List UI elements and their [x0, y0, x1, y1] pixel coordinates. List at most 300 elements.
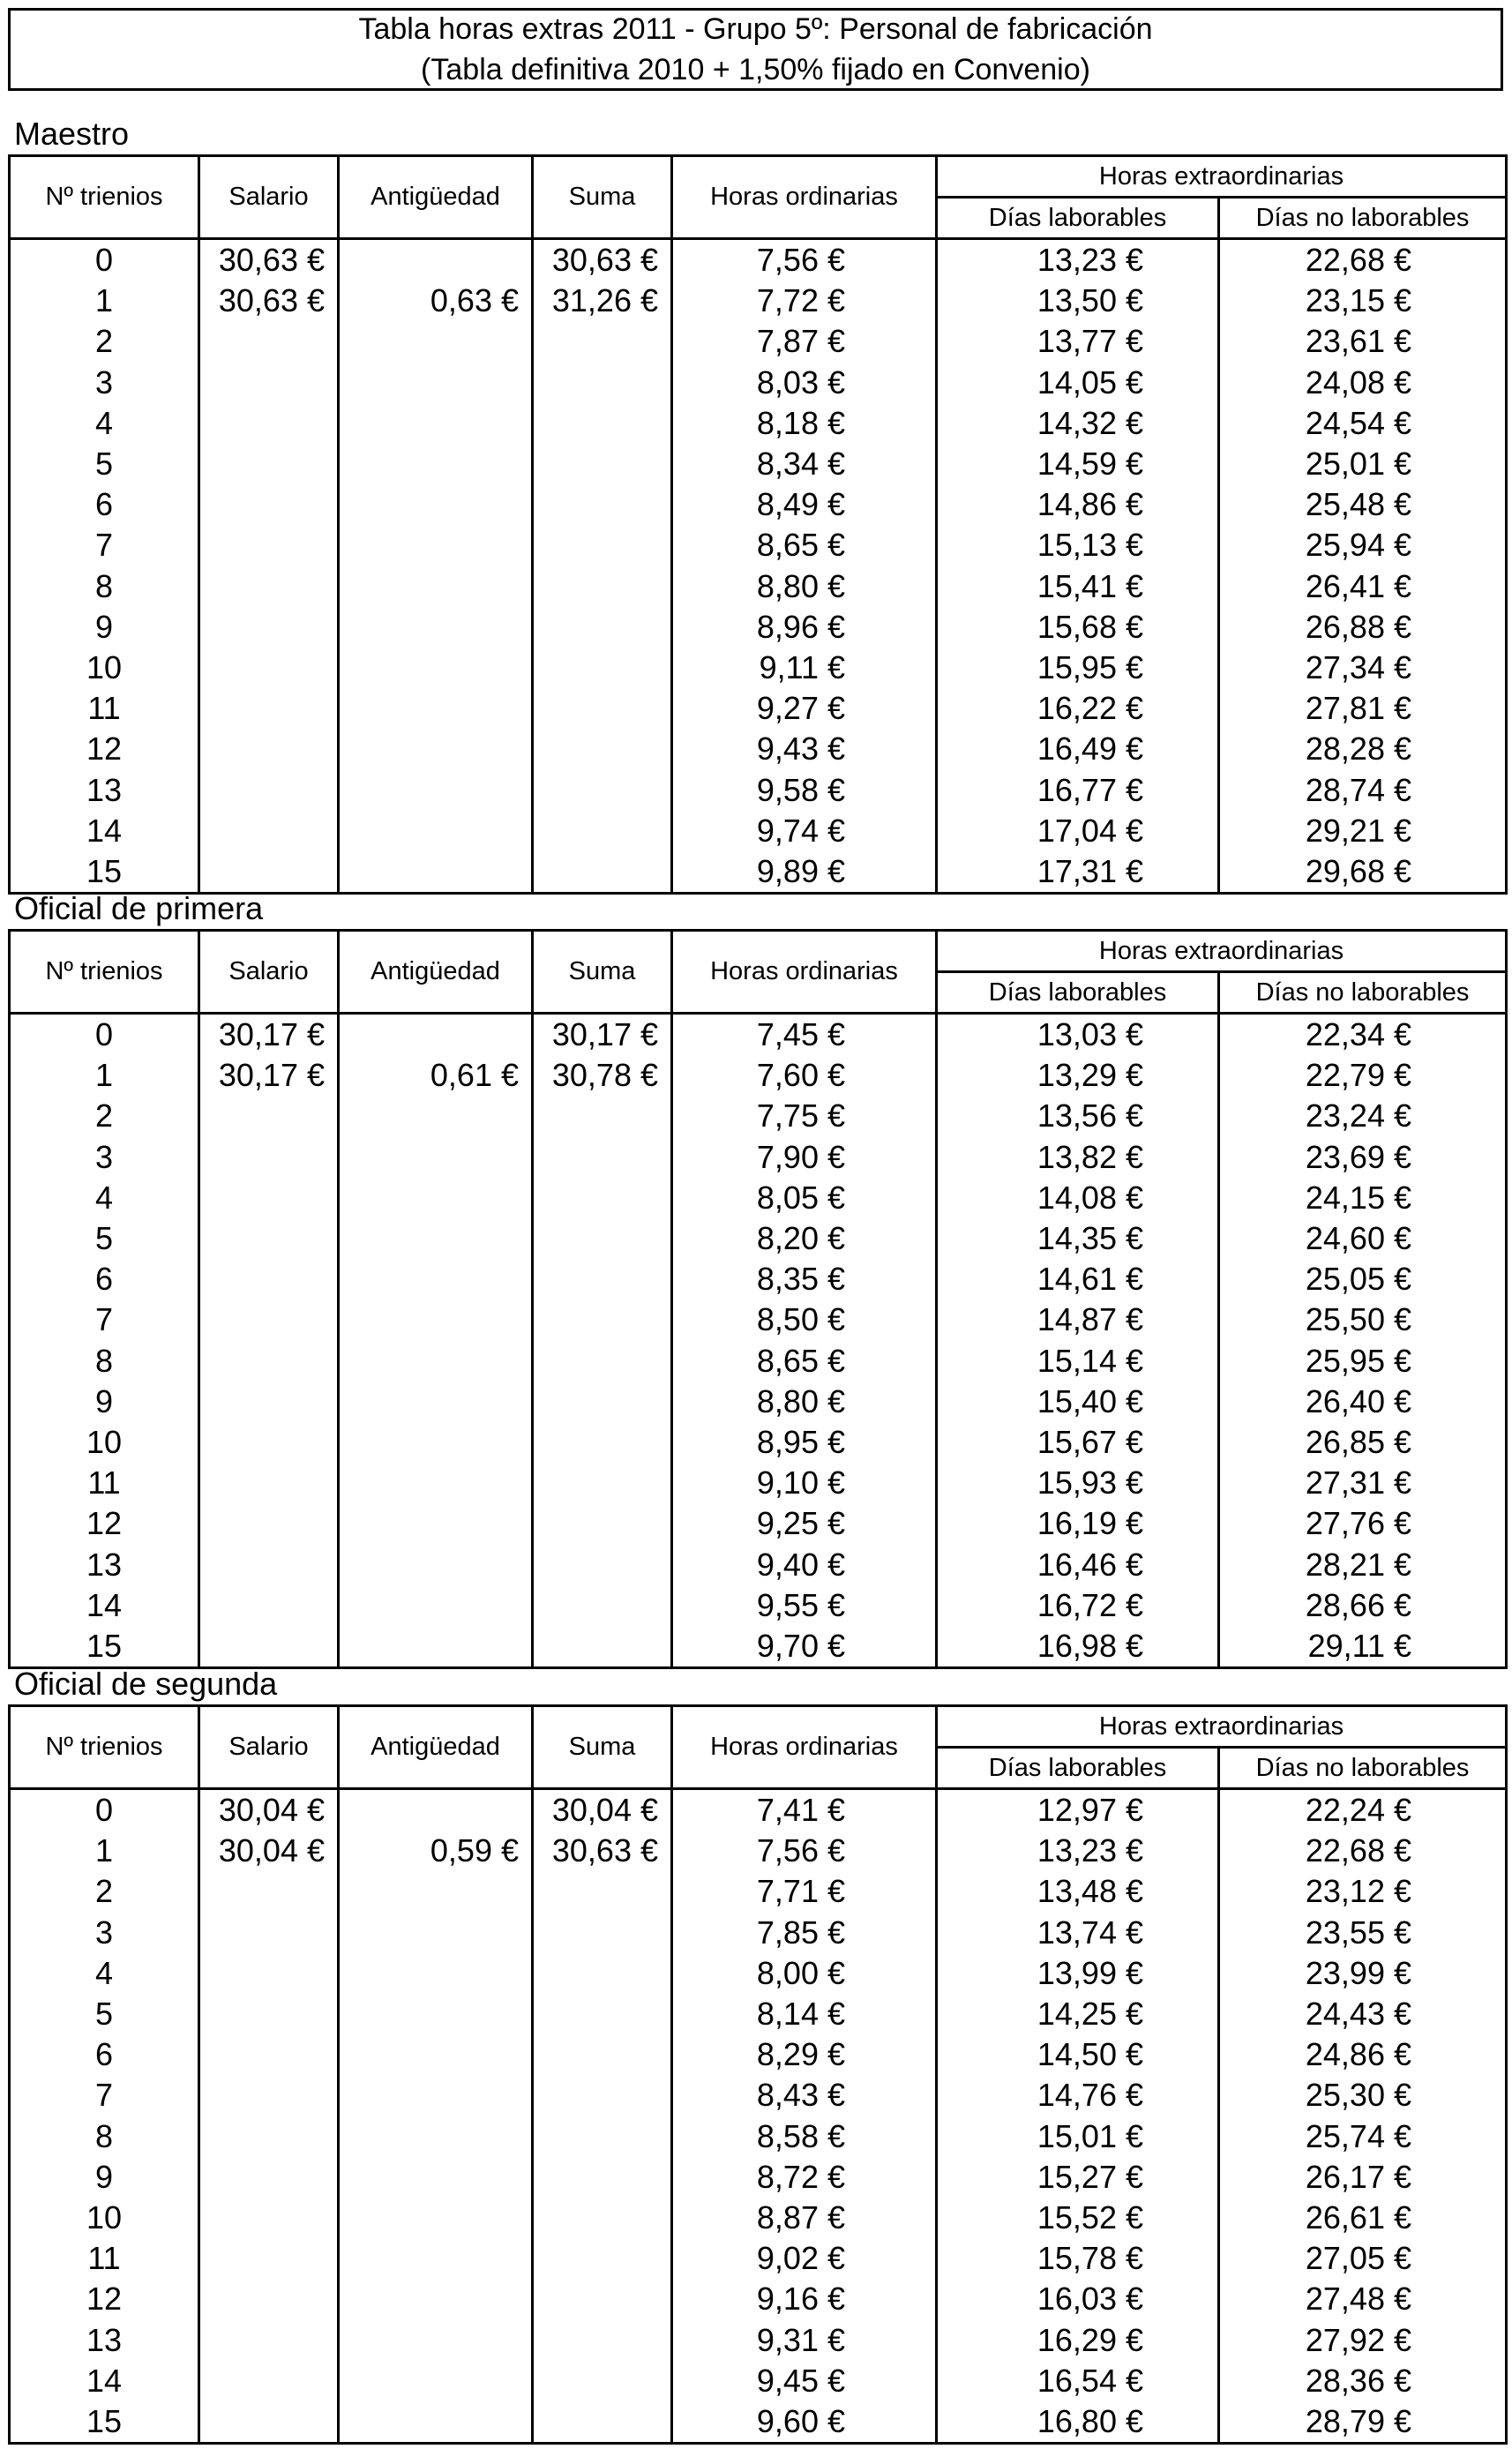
horas-ordinarias-cell: 9,25 €: [672, 1503, 937, 1544]
dias-no-laborables-cell: 24,86 €: [1219, 2034, 1507, 2075]
table-row: [10, 1544, 1507, 1584]
table-row: [10, 769, 1507, 810]
dias-laborables-cell: 13,23 €: [937, 1831, 1219, 1871]
dias-no-laborables-cell: 28,66 €: [1219, 1585, 1507, 1626]
table-row: [10, 2319, 1507, 2360]
header-antiguedad: Antigüedad: [339, 931, 533, 1014]
dias-laborables-cell: 16,22 €: [937, 688, 1219, 729]
table-row: [10, 525, 1507, 565]
salario-cell: [199, 1341, 339, 1382]
antiguedad-cell: [339, 2319, 533, 2360]
antiguedad-cell: [339, 607, 533, 648]
horas-ordinarias-cell: 9,40 €: [672, 1544, 937, 1584]
dias-laborables-cell: 16,72 €: [937, 1585, 1219, 1626]
dias-no-laborables-cell: 25,48 €: [1219, 484, 1507, 525]
table-row: [10, 1096, 1507, 1136]
dias-no-laborables-cell: 24,60 €: [1219, 1218, 1507, 1259]
dias-laborables-cell: 14,76 €: [937, 2075, 1219, 2116]
header-suma: Suma: [533, 1706, 672, 1789]
antiguedad-cell: [339, 1259, 533, 1299]
table-row: [10, 281, 1507, 321]
suma-cell: [533, 2401, 672, 2444]
trienios-cell: 3: [10, 1137, 199, 1178]
dias-laborables-cell: 15,78 €: [937, 2238, 1219, 2279]
antiguedad-cell: [339, 1014, 533, 1056]
dias-laborables-cell: 15,01 €: [937, 2116, 1219, 2157]
horas-ordinarias-cell: 9,10 €: [672, 1463, 937, 1503]
dias-no-laborables-cell: 24,15 €: [1219, 1178, 1507, 1218]
suma-cell: [533, 811, 672, 851]
dias-laborables-cell: 14,35 €: [937, 1218, 1219, 1259]
suma-cell: [533, 1953, 672, 1994]
trienios-cell: 9: [10, 1382, 199, 1422]
table-row: [10, 1137, 1507, 1178]
table-oficial-primera: [8, 929, 1508, 1669]
table-row: [10, 444, 1507, 484]
suma-cell: [533, 1422, 672, 1463]
trienios-cell: 15: [10, 1626, 199, 1668]
salario-cell: [199, 2034, 339, 2075]
suma-cell: [533, 851, 672, 894]
salario-cell: 30,04 €: [199, 1831, 339, 1871]
horas-ordinarias-cell: 8,80 €: [672, 566, 937, 607]
horas-ordinarias-cell: 9,89 €: [672, 851, 937, 894]
header-suma: Suma: [533, 156, 672, 239]
trienios-cell: 5: [10, 1994, 199, 2034]
horas-ordinarias-cell: 8,00 €: [672, 1953, 937, 1994]
antiguedad-cell: [339, 1913, 533, 1953]
horas-ordinarias-cell: 9,60 €: [672, 2401, 937, 2444]
dias-laborables-cell: 16,77 €: [937, 769, 1219, 810]
table-row: [10, 2157, 1507, 2198]
table-row: [10, 1299, 1507, 1340]
trienios-cell: 10: [10, 1422, 199, 1463]
trienios-cell: 15: [10, 2401, 199, 2444]
header-trienios: Nº trienios: [10, 931, 199, 1014]
horas-ordinarias-cell: 7,85 €: [672, 1913, 937, 1953]
suma-cell: [533, 484, 672, 525]
trienios-cell: 4: [10, 403, 199, 444]
dias-no-laborables-cell: 26,40 €: [1219, 1382, 1507, 1422]
trienios-cell: 7: [10, 1299, 199, 1340]
antiguedad-cell: [339, 1503, 533, 1544]
suma-cell: [533, 1585, 672, 1626]
antiguedad-cell: [339, 1994, 533, 2034]
suma-cell: 30,63 €: [533, 1831, 672, 1871]
dias-no-laborables-cell: 22,79 €: [1219, 1055, 1507, 1096]
trienios-cell: 13: [10, 1544, 199, 1584]
dias-laborables-cell: 16,19 €: [937, 1503, 1219, 1544]
salario-cell: [199, 1544, 339, 1584]
antiguedad-cell: [339, 363, 533, 403]
antiguedad-cell: [339, 2198, 533, 2238]
antiguedad-cell: [339, 1137, 533, 1178]
suma-cell: [533, 1218, 672, 1259]
dias-laborables-cell: 13,03 €: [937, 1014, 1219, 1056]
salario-cell: [199, 1259, 339, 1299]
table-row: [10, 566, 1507, 607]
salario-cell: [199, 2319, 339, 2360]
suma-cell: [533, 1096, 672, 1136]
suma-cell: [533, 1626, 672, 1668]
section-title-oficial-segunda: Oficial de segunda: [14, 1666, 278, 1702]
horas-ordinarias-cell: 8,58 €: [672, 2116, 937, 2157]
header-dias-laborables: Días laborables: [937, 972, 1219, 1014]
dias-no-laborables-cell: 27,48 €: [1219, 2279, 1507, 2319]
horas-ordinarias-cell: 9,31 €: [672, 2319, 937, 2360]
trienios-cell: 2: [10, 1096, 199, 1136]
dias-no-laborables-cell: 23,12 €: [1219, 1871, 1507, 1912]
dias-no-laborables-cell: 25,95 €: [1219, 1341, 1507, 1382]
antiguedad-cell: [339, 1178, 533, 1218]
dias-no-laborables-cell: 28,79 €: [1219, 2401, 1507, 2444]
trienios-cell: 8: [10, 566, 199, 607]
table-row: [10, 607, 1507, 648]
horas-ordinarias-cell: 8,49 €: [672, 484, 937, 525]
salario-cell: 30,63 €: [199, 281, 339, 321]
suma-cell: [533, 321, 672, 362]
dias-no-laborables-cell: 23,69 €: [1219, 1137, 1507, 1178]
header-horas-extraordinarias: Horas extraordinarias: [937, 156, 1507, 198]
horas-ordinarias-cell: 8,72 €: [672, 2157, 937, 2198]
trienios-cell: 12: [10, 2279, 199, 2319]
dias-no-laborables-cell: 26,41 €: [1219, 566, 1507, 607]
table-row: [10, 1463, 1507, 1503]
salario-cell: [199, 851, 339, 894]
table-row: [10, 729, 1507, 769]
suma-cell: 30,63 €: [533, 239, 672, 281]
dias-laborables-cell: 15,68 €: [937, 607, 1219, 648]
dias-laborables-cell: 17,31 €: [937, 851, 1219, 894]
suma-cell: [533, 1137, 672, 1178]
antiguedad-cell: [339, 1341, 533, 1382]
header-salario: Salario: [199, 156, 339, 239]
antiguedad-cell: [339, 811, 533, 851]
dias-no-laborables-cell: 23,61 €: [1219, 321, 1507, 362]
antiguedad-cell: [339, 1382, 533, 1422]
suma-cell: [533, 1913, 672, 1953]
table-row: [10, 1831, 1507, 1871]
antiguedad-cell: [339, 1953, 533, 1994]
salario-cell: [199, 1137, 339, 1178]
table-row: [10, 1341, 1507, 1382]
trienios-cell: 0: [10, 239, 199, 281]
suma-cell: 30,04 €: [533, 1789, 672, 1831]
table-row: [10, 1585, 1507, 1626]
table-row: [10, 2279, 1507, 2319]
suma-cell: [533, 1178, 672, 1218]
salario-cell: [199, 2157, 339, 2198]
dias-no-laborables-cell: 22,34 €: [1219, 1014, 1507, 1056]
antiguedad-cell: [339, 1585, 533, 1626]
suma-cell: [533, 566, 672, 607]
dias-laborables-cell: 15,13 €: [937, 525, 1219, 565]
dias-laborables-cell: 15,14 €: [937, 1341, 1219, 1382]
header-horas-ordinarias: Horas ordinarias: [672, 156, 937, 239]
salario-cell: [199, 811, 339, 851]
dias-laborables-cell: 15,52 €: [937, 2198, 1219, 2238]
salario-cell: [199, 607, 339, 648]
dias-no-laborables-cell: 27,81 €: [1219, 688, 1507, 729]
dias-no-laborables-cell: 27,05 €: [1219, 2238, 1507, 2279]
trienios-cell: 2: [10, 1871, 199, 1912]
antiguedad-cell: [339, 525, 533, 565]
antiguedad-cell: [339, 566, 533, 607]
trienios-cell: 8: [10, 2116, 199, 2157]
salario-cell: [199, 2361, 339, 2401]
header-dias-no-laborables: Días no laborables: [1219, 1748, 1507, 1789]
dias-no-laborables-cell: 27,34 €: [1219, 648, 1507, 688]
header-dias-laborables: Días laborables: [937, 198, 1219, 239]
suma-cell: [533, 1994, 672, 2034]
table-row: [10, 403, 1507, 444]
trienios-cell: 10: [10, 648, 199, 688]
dias-laborables-cell: 13,82 €: [937, 1137, 1219, 1178]
suma-cell: [533, 2116, 672, 2157]
antiguedad-cell: [339, 1626, 533, 1668]
suma-cell: [533, 2157, 672, 2198]
table-row: [10, 484, 1507, 525]
salario-cell: 30,04 €: [199, 1789, 339, 1831]
dias-laborables-cell: 14,08 €: [937, 1178, 1219, 1218]
horas-ordinarias-cell: 8,96 €: [672, 607, 937, 648]
trienios-cell: 6: [10, 484, 199, 525]
antiguedad-cell: [339, 484, 533, 525]
table-oficial-segunda: [8, 1704, 1508, 2445]
header-horas-extraordinarias: Horas extraordinarias: [937, 1706, 1507, 1748]
dias-no-laborables-cell: 26,85 €: [1219, 1422, 1507, 1463]
trienios-cell: 12: [10, 1503, 199, 1544]
suma-cell: [533, 688, 672, 729]
antiguedad-cell: [339, 403, 533, 444]
header-salario: Salario: [199, 931, 339, 1014]
header-horas-ordinarias: Horas ordinarias: [672, 1706, 937, 1789]
table-row: [10, 2116, 1507, 2157]
antiguedad-cell: [339, 239, 533, 281]
trienios-cell: 11: [10, 2238, 199, 2279]
dias-no-laborables-cell: 26,88 €: [1219, 607, 1507, 648]
salario-cell: 30,17 €: [199, 1014, 339, 1056]
antiguedad-cell: [339, 769, 533, 810]
table-row: [10, 1055, 1507, 1096]
salario-cell: [199, 648, 339, 688]
trienios-cell: 1: [10, 1831, 199, 1871]
dias-laborables-cell: 16,54 €: [937, 2361, 1219, 2401]
salario-cell: [199, 1096, 339, 1136]
antiguedad-cell: 0,59 €: [339, 1831, 533, 1871]
trienios-cell: 6: [10, 1259, 199, 1299]
trienios-cell: 5: [10, 1218, 199, 1259]
horas-ordinarias-cell: 9,55 €: [672, 1585, 937, 1626]
dias-laborables-cell: 15,95 €: [937, 648, 1219, 688]
salario-cell: [199, 2401, 339, 2444]
trienios-cell: 7: [10, 525, 199, 565]
horas-ordinarias-cell: 8,05 €: [672, 1178, 937, 1218]
table-row: [10, 2238, 1507, 2279]
antiguedad-cell: [339, 2238, 533, 2279]
suma-cell: [533, 1544, 672, 1584]
dias-no-laborables-cell: 25,30 €: [1219, 2075, 1507, 2116]
table-row: [10, 688, 1507, 729]
trienios-cell: 0: [10, 1789, 199, 1831]
table-row: [10, 811, 1507, 851]
dias-no-laborables-cell: 24,43 €: [1219, 1994, 1507, 2034]
antiguedad-cell: [339, 2075, 533, 2116]
section-title-oficial-primera: Oficial de primera: [14, 890, 264, 926]
salario-cell: [199, 769, 339, 810]
dias-laborables-cell: 16,29 €: [937, 2319, 1219, 2360]
dias-no-laborables-cell: 24,54 €: [1219, 403, 1507, 444]
header-suma: Suma: [533, 931, 672, 1014]
horas-ordinarias-cell: 9,02 €: [672, 2238, 937, 2279]
antiguedad-cell: [339, 2157, 533, 2198]
horas-ordinarias-cell: 7,87 €: [672, 321, 937, 362]
trienios-cell: 3: [10, 363, 199, 403]
dias-no-laborables-cell: 25,50 €: [1219, 1299, 1507, 1340]
salario-cell: [199, 444, 339, 484]
table-row: [10, 2075, 1507, 2116]
antiguedad-cell: [339, 321, 533, 362]
dias-no-laborables-cell: 22,24 €: [1219, 1789, 1507, 1831]
table-row: [10, 1422, 1507, 1463]
salario-cell: [199, 484, 339, 525]
suma-cell: [533, 2361, 672, 2401]
antiguedad-cell: [339, 851, 533, 894]
horas-ordinarias-cell: 7,71 €: [672, 1871, 937, 1912]
salario-cell: [199, 1218, 339, 1259]
salario-cell: [199, 1503, 339, 1544]
dias-laborables-cell: 13,23 €: [937, 239, 1219, 281]
table-row: [10, 1953, 1507, 1994]
horas-ordinarias-cell: 8,34 €: [672, 444, 937, 484]
dias-no-laborables-cell: 26,61 €: [1219, 2198, 1507, 2238]
horas-ordinarias-cell: 9,27 €: [672, 688, 937, 729]
horas-ordinarias-cell: 8,80 €: [672, 1382, 937, 1422]
header-horas-ordinarias: Horas ordinarias: [672, 931, 937, 1014]
horas-ordinarias-cell: 8,29 €: [672, 2034, 937, 2075]
header-salario: Salario: [199, 1706, 339, 1789]
dias-no-laborables-cell: 23,55 €: [1219, 1913, 1507, 1953]
salario-cell: [199, 2116, 339, 2157]
horas-ordinarias-cell: 9,45 €: [672, 2361, 937, 2401]
title-line-2: (Tabla definitiva 2010 + 1,50% fijado en Convenio): [421, 53, 1090, 86]
horas-ordinarias-cell: 8,65 €: [672, 1341, 937, 1382]
salario-cell: [199, 321, 339, 362]
trienios-cell: 13: [10, 2319, 199, 2360]
table-row: [10, 1503, 1507, 1544]
antiguedad-cell: [339, 2361, 533, 2401]
dias-laborables-cell: 16,98 €: [937, 1626, 1219, 1668]
horas-ordinarias-cell: 8,87 €: [672, 2198, 937, 2238]
header-dias-laborables: Días laborables: [937, 1748, 1219, 1789]
suma-cell: [533, 607, 672, 648]
suma-cell: [533, 2319, 672, 2360]
trienios-cell: 7: [10, 2075, 199, 2116]
title-line-1: Tabla horas extras 2011 - Grupo 5º: Personal de fabricación: [358, 12, 1153, 46]
dias-no-laborables-cell: 22,68 €: [1219, 239, 1507, 281]
trienios-cell: 4: [10, 1953, 199, 1994]
table-row: [10, 1259, 1507, 1299]
trienios-cell: 14: [10, 811, 199, 851]
dias-no-laborables-cell: 28,28 €: [1219, 729, 1507, 769]
salario-cell: [199, 688, 339, 729]
trienios-cell: 11: [10, 1463, 199, 1503]
antiguedad-cell: [339, 648, 533, 688]
antiguedad-cell: [339, 688, 533, 729]
dias-laborables-cell: 13,74 €: [937, 1913, 1219, 1953]
horas-ordinarias-cell: 7,75 €: [672, 1096, 937, 1136]
dias-no-laborables-cell: 25,74 €: [1219, 2116, 1507, 2157]
table-row: [10, 1789, 1507, 1831]
salario-cell: [199, 2279, 339, 2319]
trienios-cell: 8: [10, 1341, 199, 1382]
table-row: [10, 2198, 1507, 2238]
dias-laborables-cell: 16,49 €: [937, 729, 1219, 769]
suma-cell: [533, 769, 672, 810]
dias-laborables-cell: 15,67 €: [937, 1422, 1219, 1463]
header-trienios: Nº trienios: [10, 156, 199, 239]
horas-ordinarias-cell: 8,20 €: [672, 1218, 937, 1259]
dias-no-laborables-cell: 23,99 €: [1219, 1953, 1507, 1994]
dias-laborables-cell: 14,87 €: [937, 1299, 1219, 1340]
section-title-maestro: Maestro: [14, 116, 130, 152]
horas-ordinarias-cell: 9,16 €: [672, 2279, 937, 2319]
trienios-cell: 6: [10, 2034, 199, 2075]
horas-ordinarias-cell: 7,72 €: [672, 281, 937, 321]
table-row: [10, 1382, 1507, 1422]
trienios-cell: 1: [10, 281, 199, 321]
table-row: [10, 1994, 1507, 2034]
dias-no-laborables-cell: 23,15 €: [1219, 281, 1507, 321]
horas-ordinarias-cell: 7,90 €: [672, 1137, 937, 1178]
dias-laborables-cell: 13,99 €: [937, 1953, 1219, 1994]
suma-cell: [533, 2034, 672, 2075]
dias-laborables-cell: 13,77 €: [937, 321, 1219, 362]
salario-cell: [199, 363, 339, 403]
trienios-cell: 3: [10, 1913, 199, 1953]
header-row: [10, 1706, 1507, 1748]
dias-no-laborables-cell: 28,74 €: [1219, 769, 1507, 810]
horas-ordinarias-cell: 8,43 €: [672, 2075, 937, 2116]
trienios-cell: 9: [10, 607, 199, 648]
antiguedad-cell: 0,61 €: [339, 1055, 533, 1096]
horas-ordinarias-cell: 7,45 €: [672, 1014, 937, 1056]
table-maestro: [8, 154, 1508, 895]
horas-ordinarias-cell: 9,70 €: [672, 1626, 937, 1668]
dias-no-laborables-cell: 25,05 €: [1219, 1259, 1507, 1299]
header-antiguedad: Antigüedad: [339, 156, 533, 239]
table-row: [10, 2401, 1507, 2444]
dias-laborables-cell: 16,80 €: [937, 2401, 1219, 2444]
dias-no-laborables-cell: 29,68 €: [1219, 851, 1507, 894]
dias-laborables-cell: 12,97 €: [937, 1789, 1219, 1831]
header-trienios: Nº trienios: [10, 1706, 199, 1789]
antiguedad-cell: [339, 1871, 533, 1912]
suma-cell: [533, 1463, 672, 1503]
salario-cell: [199, 1626, 339, 1668]
suma-cell: [533, 2279, 672, 2319]
dias-laborables-cell: 16,46 €: [937, 1544, 1219, 1584]
horas-ordinarias-cell: 8,65 €: [672, 525, 937, 565]
salario-cell: [199, 1463, 339, 1503]
horas-ordinarias-cell: 8,18 €: [672, 403, 937, 444]
antiguedad-cell: [339, 1218, 533, 1259]
salario-cell: [199, 1585, 339, 1626]
dias-laborables-cell: 14,05 €: [937, 363, 1219, 403]
suma-cell: [533, 729, 672, 769]
salario-cell: 30,17 €: [199, 1055, 339, 1096]
horas-ordinarias-cell: 9,74 €: [672, 811, 937, 851]
